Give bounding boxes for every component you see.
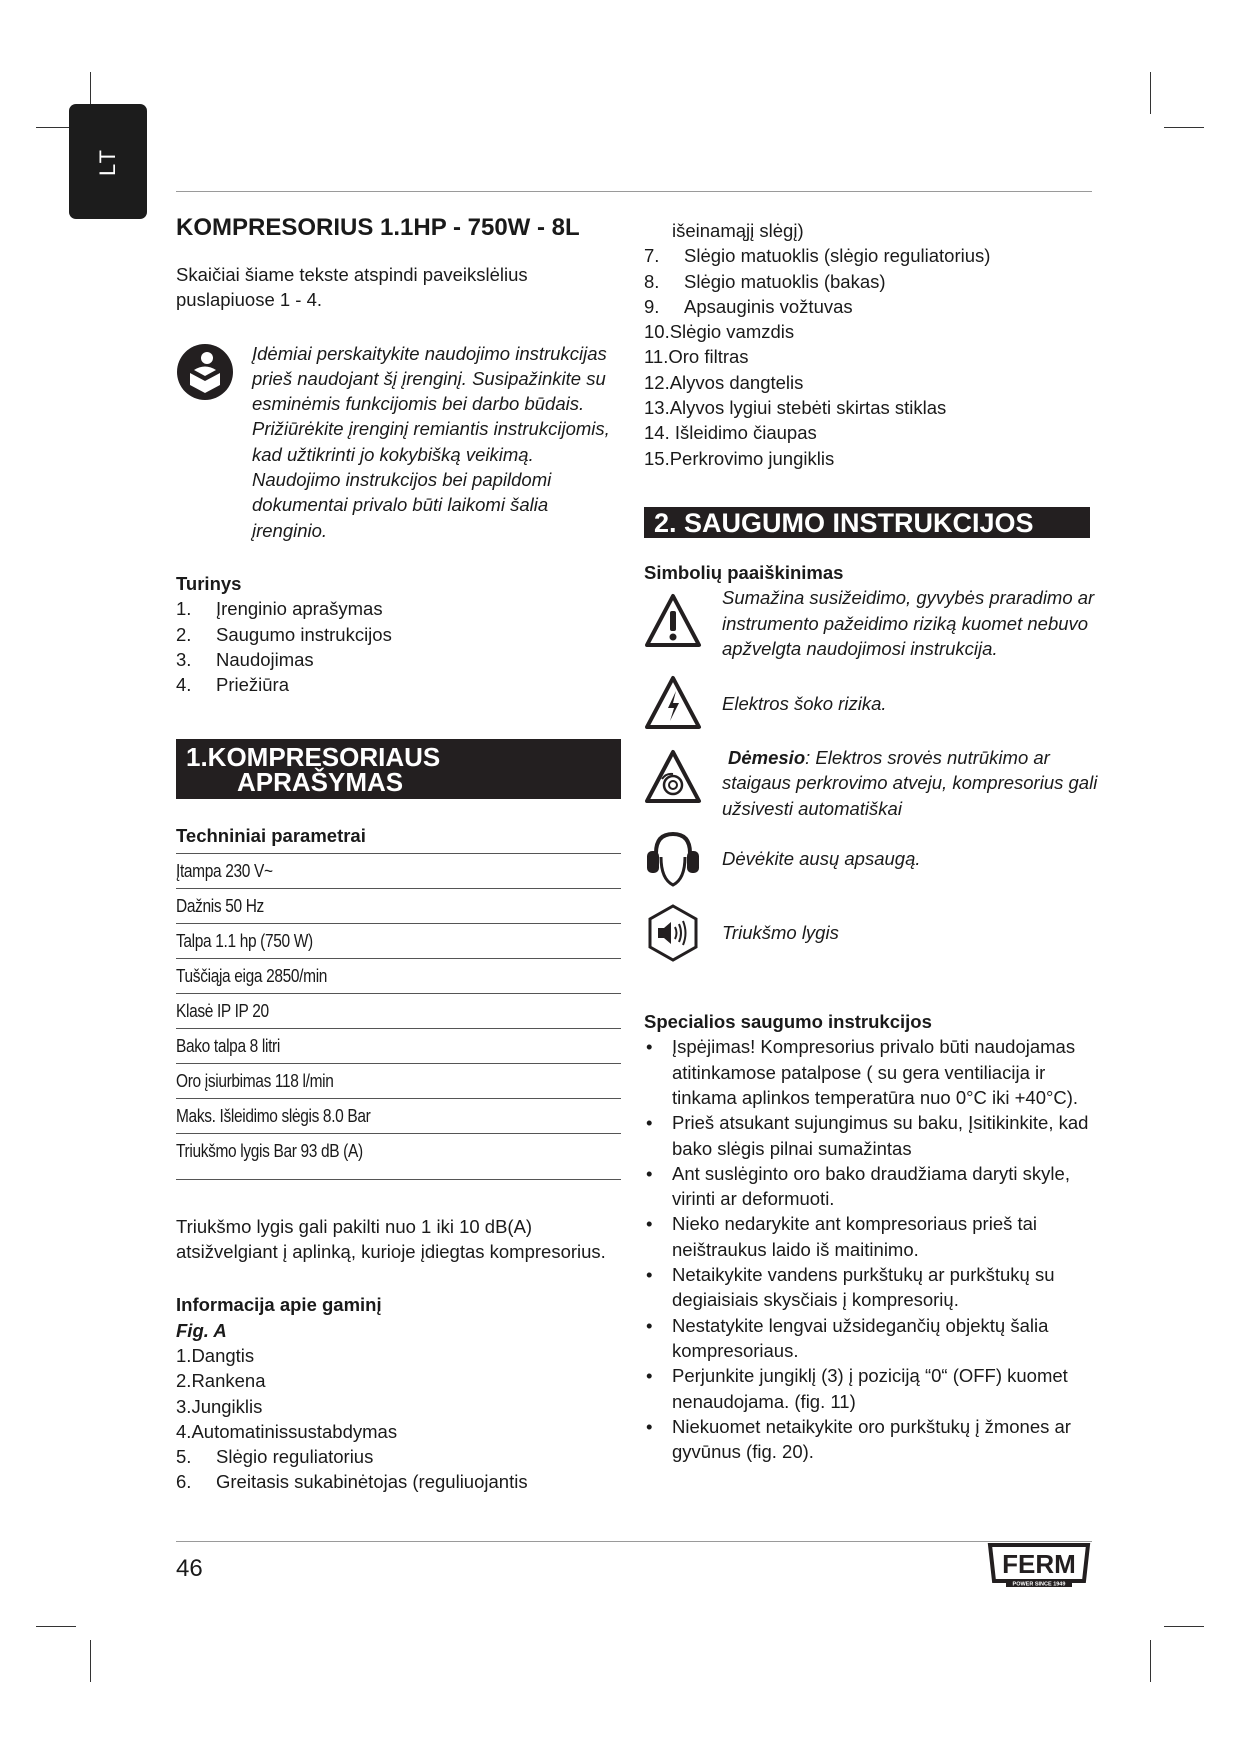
- list-item: • Perjunkite jungiklį (3) į poziciją “0“ (OFF) kuomet nenaudojama. (fig. 11): [646, 1365, 1068, 1412]
- symbol-shock-text: Elektros šoko rizika.: [722, 692, 887, 714]
- list-item: • Nieko nedarykite ant kompresoriaus prieš tai neištraukus laido iš maitinimo.: [646, 1213, 1038, 1260]
- list-item: 10. Slėgio vamzdis: [644, 321, 795, 343]
- product-parts-list-continued: [644, 243, 1104, 471]
- section-1-line-2: APRAŠYMAS: [237, 767, 404, 798]
- header-rule: [176, 191, 1092, 192]
- fig-label: Fig. A: [176, 1319, 227, 1341]
- table-row: Tuščiąja eiga 2850/min: [176, 959, 621, 994]
- list-item: 2. Rankena: [176, 1370, 266, 1392]
- symbol-ear-text: Dėvėkite ausų apsaugą.: [722, 848, 921, 870]
- list-item: 5. Slėgio reguliatorius: [176, 1446, 374, 1468]
- list-item: • Netaikykite vandens purkštukų ar purkštukų su degiaisiais skysčiais į kompresorių.: [646, 1264, 1055, 1311]
- table-row: Talpa 1.1 hp (750 W): [176, 924, 621, 959]
- list-item: 2. Saugumo instrukcijos: [176, 623, 392, 645]
- list-item: 8. Slėgio matuoklis (bakas): [644, 270, 886, 292]
- product-info-heading: Informacija apie gaminį: [176, 1294, 382, 1316]
- footer-rule: [176, 1541, 1092, 1542]
- right-column: [644, 206, 1104, 1464]
- section-1-heading: [176, 739, 621, 799]
- noise-level-icon: [644, 903, 722, 963]
- contents-list: [176, 596, 621, 697]
- list-item: 14. Išleidimo čiaupas: [644, 422, 817, 444]
- list-item: 9. Apsauginis vožtuvas: [644, 295, 853, 317]
- params-heading: Techniniai parametrai: [176, 823, 621, 853]
- list-item: • Ant suslėginto oro bako draudžiama daryti skyle, virinti ar deformuoti.: [646, 1162, 1070, 1210]
- list-item: • Nestatykite lengvai užsidegančių objektų šalia kompresoriaus.: [646, 1314, 1049, 1361]
- crop-mark: [1164, 1626, 1204, 1627]
- crop-mark: [90, 1640, 91, 1682]
- list-item: 7. Slėgio matuoklis (slėgio reguliatorius): [644, 245, 991, 267]
- language-tab-label: LT: [95, 147, 120, 176]
- list-continuation: išeinamąjį slėgį): [672, 220, 804, 241]
- special-safety-heading: Specialios saugumo instrukcijos: [644, 1011, 932, 1033]
- table-row: Bako talpa 8 litri: [176, 1029, 621, 1064]
- ferm-logo: [984, 1541, 1094, 1589]
- section-1-line-1: 1.KOMPRESORIAUS: [186, 742, 441, 773]
- symbol-injury-row: [644, 585, 1104, 661]
- left-column: [176, 206, 621, 1495]
- symbol-shock-row: [644, 675, 1104, 731]
- logo-wordmark: FERM: [1002, 1549, 1076, 1579]
- section-2-heading: 2. SAUGUMO INSTRUKCIJOS: [644, 507, 1090, 538]
- symbol-ear-row: [644, 829, 1104, 889]
- list-item: 1. Įrenginio aprašymas: [176, 598, 383, 620]
- symbol-noise-row: [644, 903, 1104, 963]
- table-row: Įtampa 230 V~: [176, 854, 621, 889]
- symbol-attention-row: [644, 745, 1104, 821]
- symbol-noise-text: Triukšmo lygis: [722, 922, 839, 944]
- list-item: 4. Priežiūra: [176, 674, 289, 696]
- list-item: 6. Greitasis sukabinėtojas (reguliuojantis: [176, 1471, 528, 1493]
- list-item: • Niekuomet netaikykite oro purkštukų į žmones ar gyvūnus (fig. 20).: [646, 1415, 1071, 1463]
- language-tab: [69, 104, 147, 219]
- special-safety-list: [644, 1034, 1104, 1464]
- read-manual-warning: [176, 341, 621, 543]
- symbol-injury-text: Sumažina susižeidimo, gyvybės praradimo ar instrumento pažeidimo riziką kuomet nebuvo apžvelgta naudojimosi instrukcija.: [722, 587, 1095, 659]
- list-item: 3. Naudojimas: [176, 648, 314, 670]
- list-item: 3. Jungiklis: [176, 1395, 263, 1417]
- symbol-attention-label: Dėmesio: [728, 747, 806, 769]
- electric-shock-icon: [644, 675, 722, 731]
- warning-triangle-icon: [644, 585, 722, 649]
- read-manual-icon: [176, 341, 252, 407]
- crop-mark: [36, 1626, 76, 1627]
- logo-tagline: POWER SINCE 1949: [1012, 1581, 1066, 1588]
- table-row: Triukšmo lygis Bar 93 dB (A): [176, 1134, 621, 1180]
- table-row: Klasė IP IP 20: [176, 994, 621, 1029]
- crop-mark: [1164, 127, 1204, 128]
- symbol-attention-text: Dėmesio: Elektros srovės nutrūkimo ar staigaus perkrovimo atveju, kompresorius gali užsivesti automatiškai: [722, 747, 1098, 819]
- list-item: 13. Alyvos lygiui stebėti skirtas stiklas: [644, 397, 947, 419]
- crop-mark: [1150, 1640, 1151, 1682]
- list-item: 1. Dangtis: [176, 1344, 255, 1366]
- intro-text: Skaičiai šiame tekste atspindi paveikslėlius puslapiuose 1 - 4.: [176, 264, 528, 311]
- page-title: KOMPRESORIUS 1.1HP - 750W - 8L: [176, 214, 580, 241]
- params-table: [176, 854, 621, 1180]
- auto-start-icon: [644, 745, 722, 805]
- table-row: Oro įsiurbimas 118 l/min: [176, 1064, 621, 1099]
- product-parts-list: [176, 1343, 621, 1495]
- symbols-heading: Simbolių paaiškinimas: [644, 561, 844, 583]
- page-number: 46: [176, 1555, 203, 1582]
- table-row: Maks. Išleidimo slėgis 8.0 Bar: [176, 1099, 621, 1134]
- contents-heading: Turinys: [176, 572, 242, 594]
- list-item: 4. Automatinissustabdymas: [176, 1420, 398, 1442]
- crop-mark: [1150, 72, 1151, 114]
- table-row: Dažnis 50 Hz: [176, 889, 621, 924]
- read-manual-text: Įdėmiai perskaitykite naudojimo instrukcijas prieš naudojant šį įrenginį. Susipažinkite su esminėmis funkcijomis bei darbo būdais. Prižiūrėkite įrenginį remiantis instrukcijomis, kad užtikrinti jo kokybišką veikimą. Naudojimo instrukcijos bei papildomi dokumentai privalo būti laikomi šalia įrenginio.: [252, 342, 610, 541]
- list-item: 11. Oro filtras: [644, 346, 749, 368]
- noise-note: Triukšmo lygis gali pakilti nuo 1 iki 10 dB(A) atsižvelgiant į aplinką, kurioje įdiegtas kompresorius.: [176, 1215, 606, 1263]
- list-item: 12. Alyvos dangtelis: [644, 371, 804, 393]
- ear-protection-icon: [644, 829, 722, 889]
- list-item: 15. Perkrovimo jungiklis: [644, 447, 835, 469]
- list-item: • Įspėjimas! Kompresorius privalo būti naudojamas atitinkamose patalpose ( su gera ventiliacija ir tinkama aplinkos temperatūra nuo 0°C iki +40°C).: [646, 1036, 1079, 1108]
- list-item: • Prieš atsukant sujungimus su baku, Įsitikinkite, kad bako slėgis pilnai sumažintas: [646, 1112, 1089, 1159]
